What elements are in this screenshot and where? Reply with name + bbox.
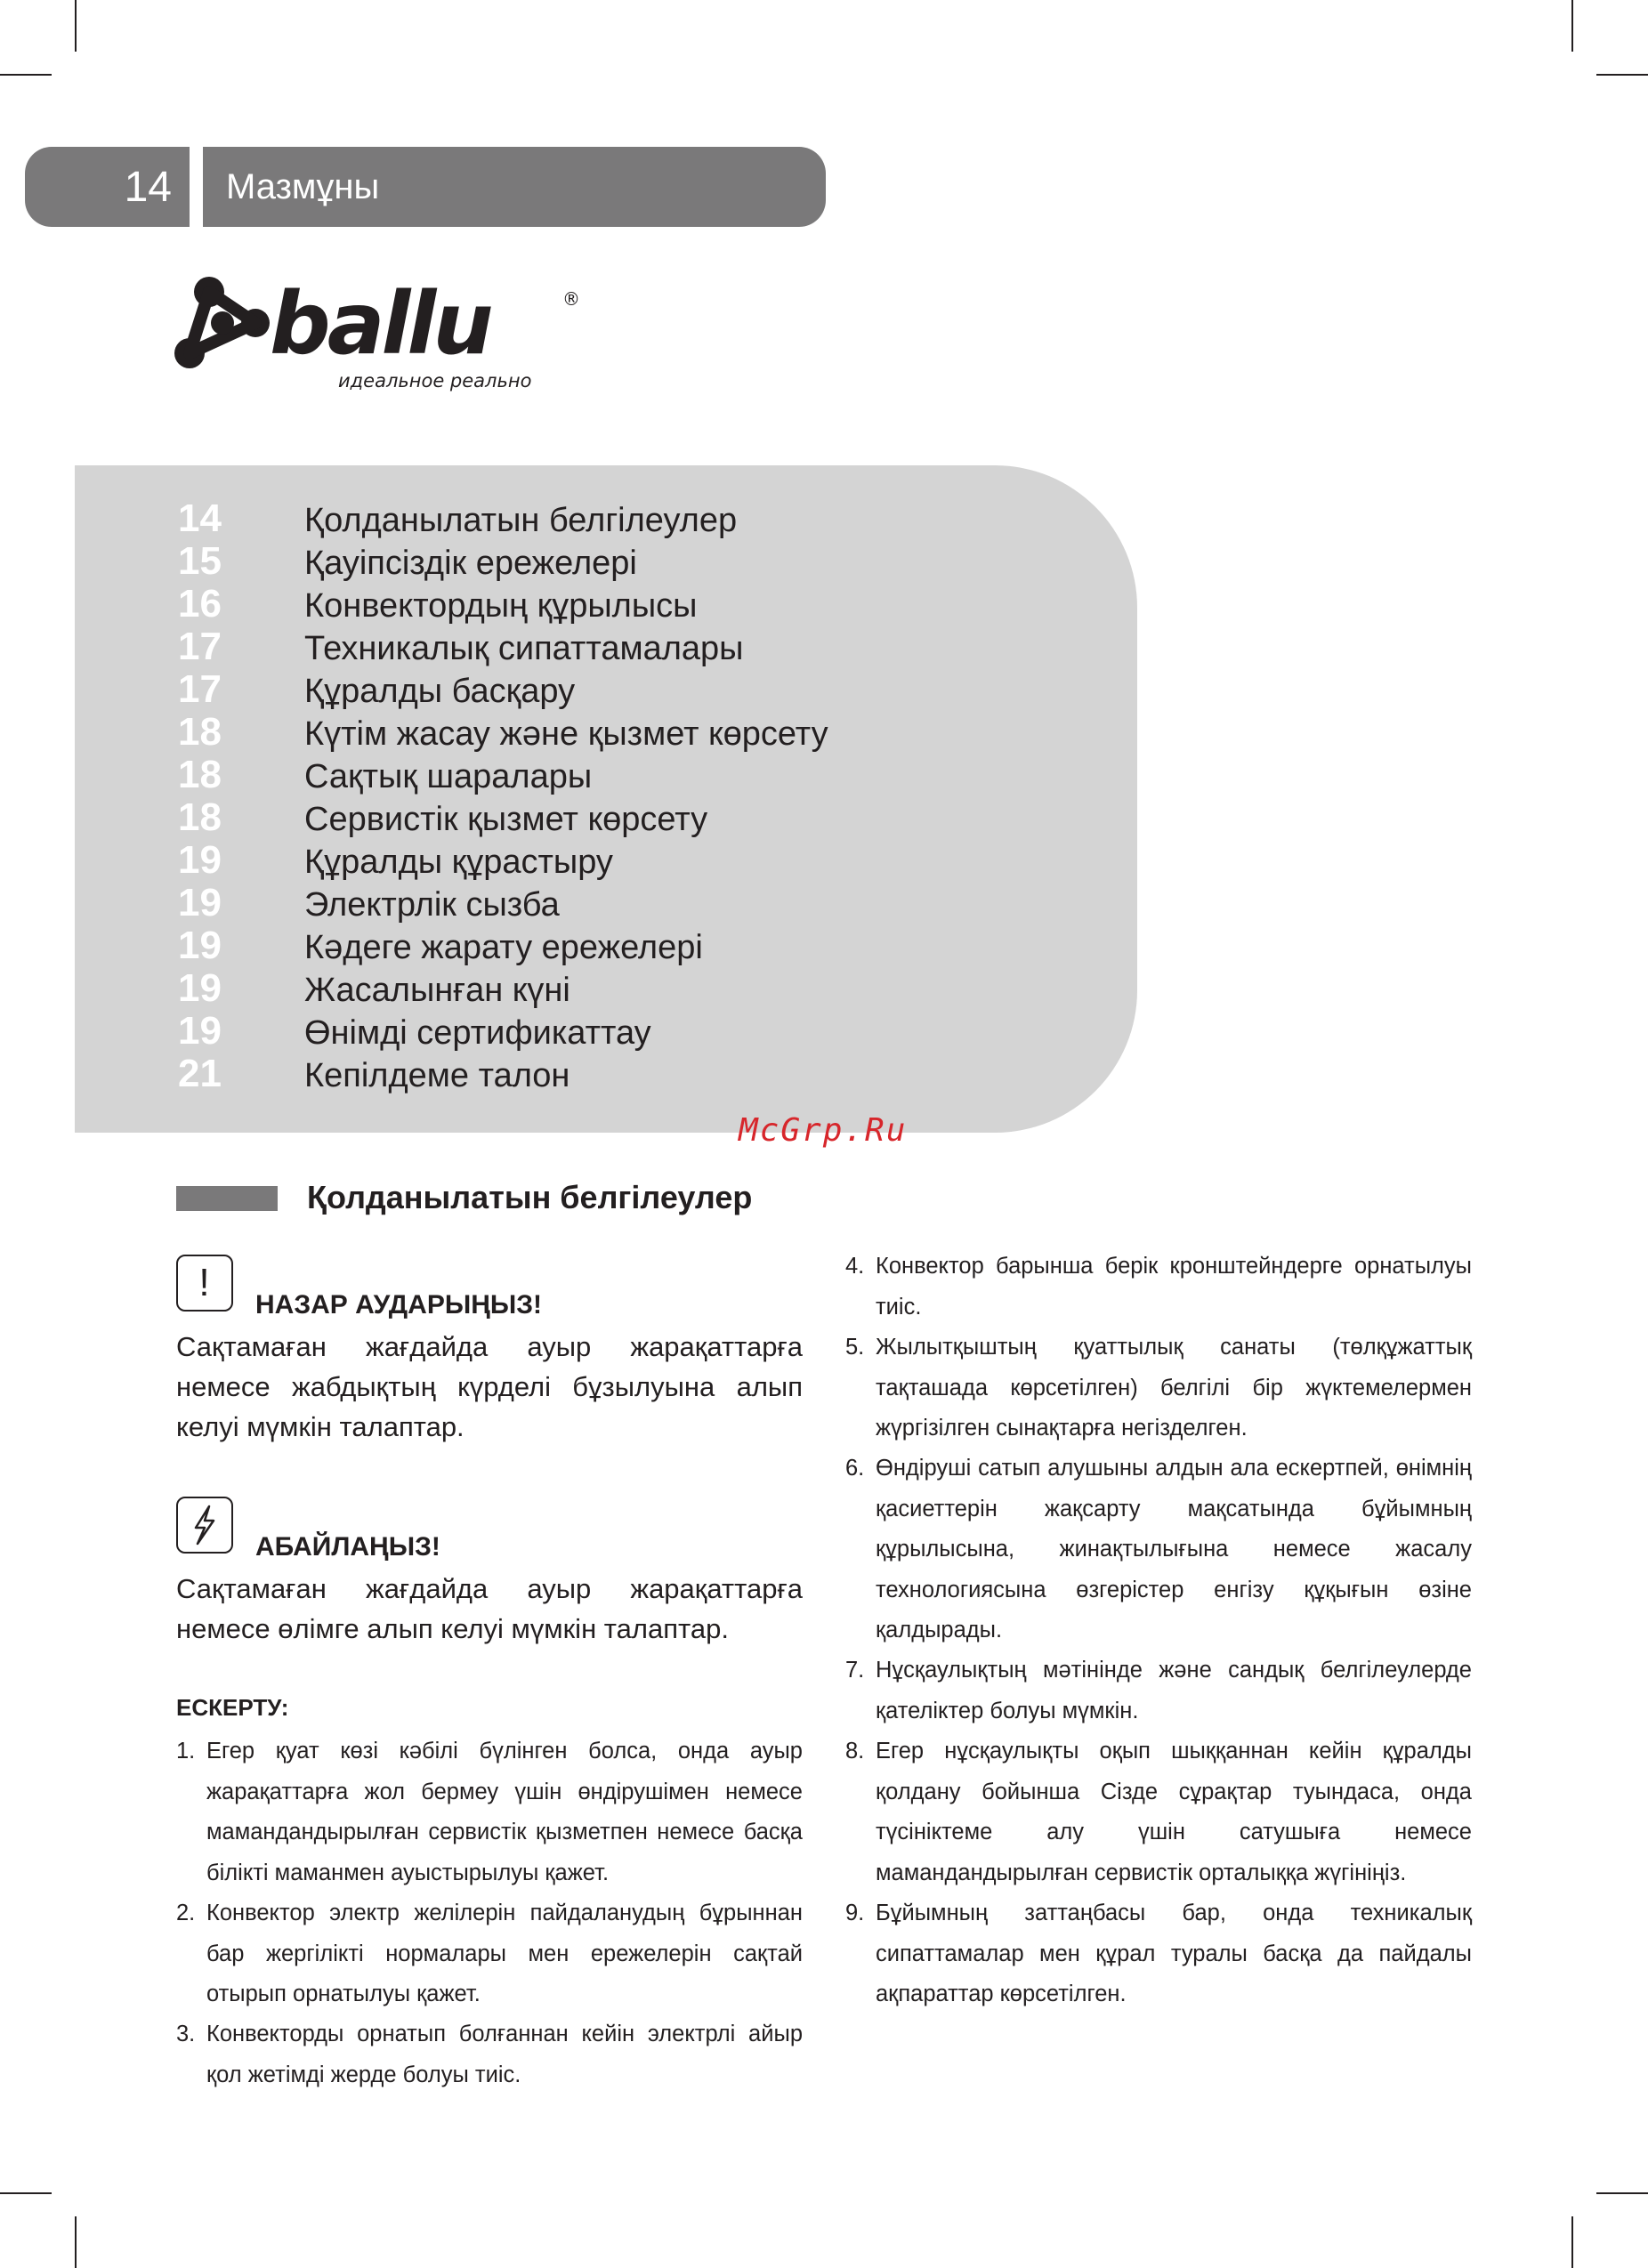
toc-page-number: 14 <box>178 496 222 540</box>
table-of-contents <box>75 465 1137 1133</box>
toc-page-number: 19 <box>178 924 222 967</box>
toc-page-number: 15 <box>178 539 222 583</box>
note-item <box>845 1247 1472 1328</box>
note-number: 9. <box>845 1901 865 1925</box>
notes-heading: ЕСКЕРТУ: <box>176 1694 289 1721</box>
toc-item-title: Электрлік сызба <box>304 886 560 924</box>
crop-mark <box>0 74 52 76</box>
brand-logo <box>174 271 592 396</box>
toc-page-number: 19 <box>178 966 222 1010</box>
toc-item[interactable] <box>75 711 1054 754</box>
note-number: 1. <box>176 1739 196 1764</box>
watermark[interactable]: McGrp.Ru <box>739 1112 908 1149</box>
note-number: 3. <box>176 2022 196 2046</box>
note-text: Егер қуат көзі кәбілі бүлінген болса, онда ауыр жарақаттарға жол бермеу үшін өндірушімен немесе мамандандырылған сервистік қызметпен немесе басқа білікті маманмен ауыстырылуы қажет. <box>206 1739 803 1885</box>
toc-page-number: 18 <box>178 710 222 754</box>
crop-mark <box>0 2192 52 2194</box>
toc-item-title: Күтім жасау және қызмет көрсету <box>304 715 828 753</box>
note-text: Конвекторды орнатып болғаннан кейін электрлі айыр қол жетімді жерде болуы тиіс. <box>206 2022 803 2087</box>
caution-text: Сақтамаған жағдайда ауыр жарақаттарға немесе өлімге алып келуі мүмкін талаптар. <box>176 1573 803 1644</box>
toc-item[interactable] <box>75 583 1054 626</box>
toc-item[interactable] <box>75 1053 1054 1095</box>
toc-item-title: Жасалынған күні <box>304 972 570 1009</box>
toc-item[interactable] <box>75 882 1054 924</box>
note-number: 2. <box>176 1901 196 1925</box>
exclamation-icon <box>176 1255 233 1312</box>
toc-page-number: 19 <box>178 838 222 882</box>
toc-page-number: 18 <box>178 795 222 839</box>
crop-mark <box>1596 74 1648 76</box>
lightning-icon <box>176 1497 233 1554</box>
toc-item-title: Құралды құрастыру <box>304 843 613 881</box>
section-header-title: Мазмұны <box>203 147 826 227</box>
toc-item[interactable] <box>75 540 1054 583</box>
toc-page-number: 17 <box>178 625 222 668</box>
toc-page-number: 18 <box>178 753 222 796</box>
note-item <box>176 1731 803 1893</box>
note-item <box>845 1449 1472 1651</box>
caution-heading: АБАЙЛАҢЫЗ! <box>255 1532 440 1562</box>
toc-page-number: 19 <box>178 1009 222 1053</box>
note-number: 6. <box>845 1456 865 1481</box>
note-text: Конвектор электр желілерін пайдаланудың бұрыннан бар жергілікті нормалары мен ережелерін сақтай отырып орнатылуы қажет. <box>206 1901 803 2006</box>
crop-mark <box>75 0 77 52</box>
toc-item[interactable] <box>75 668 1054 711</box>
crop-mark <box>1571 0 1573 52</box>
note-text: Конвектор барынша берік кронштейндерге орнатылуы тиіс. <box>876 1254 1472 1320</box>
note-item <box>845 1731 1472 1893</box>
note-number: 5. <box>845 1335 865 1360</box>
toc-item[interactable] <box>75 839 1054 882</box>
toc-item-title: Құралды басқару <box>304 673 576 710</box>
toc-item-title: Қауіпсіздік ережелері <box>304 545 637 582</box>
note-item <box>845 1328 1472 1449</box>
logo-tagline: идеальное реально <box>338 370 532 391</box>
toc-item-title: Сақтық шаралары <box>304 758 593 795</box>
toc-item-title: Конвектордың құрылысы <box>304 587 698 625</box>
toc-item-title: Қолданылатын белгілеулер <box>304 502 738 539</box>
toc-item-title: Кәдеге жарату ережелері <box>304 929 703 966</box>
note-number: 7. <box>845 1658 865 1683</box>
attention-heading: НАЗАР АУДАРЫҢЫЗ! <box>255 1290 543 1320</box>
toc-item[interactable] <box>75 924 1054 967</box>
note-text: Бұйымның заттаңбасы бар, онда техникалық сипаттамалар мен құрал туралы басқа да пайдалы ақпараттар көрсетілген. <box>876 1901 1472 2006</box>
note-item <box>845 1651 1472 1731</box>
toc-item-title: Кепілдеме талон <box>304 1057 570 1094</box>
section-title: Қолданылатын белгілеулер <box>307 1179 753 1215</box>
toc-item-title: Өнімді сертификаттау <box>304 1014 651 1052</box>
toc-item-title: Техникалық сипаттамалары <box>304 630 744 667</box>
note-text: Жылытқыштың қуаттылық санаты (төлқұжаттық тақташада көрсетілген) белгілі бір жүктемелермен жүргізілген сынақтарға негізделген. <box>876 1335 1472 1441</box>
toc-item[interactable] <box>75 796 1054 839</box>
toc-item[interactable] <box>75 497 1054 540</box>
page-number: 14 <box>25 147 190 227</box>
note-number: 4. <box>845 1254 865 1279</box>
toc-item[interactable] <box>75 626 1054 668</box>
toc-page-number: 16 <box>178 582 222 626</box>
crop-mark <box>1596 2192 1648 2194</box>
note-item <box>845 1893 1472 2015</box>
toc-page-number: 21 <box>178 1052 222 1095</box>
section-bar <box>176 1186 278 1211</box>
note-text: Нұсқаулықтың мәтінінде және сандық белгілеулерде қателіктер болуы мүмкін. <box>876 1658 1472 1723</box>
crop-mark <box>75 2216 77 2268</box>
note-text: Егер нұсқаулықты оқып шыққаннан кейін құралды қолдану бойынша Сізде сұрақтар туындаса, онда түсініктеме алу үшін сатушыға немесе мамандандырылған сервистік орталыққа жүгініңіз. <box>876 1739 1472 1885</box>
exclamation-symbol: ! <box>198 1260 210 1304</box>
toc-page-number: 17 <box>178 667 222 711</box>
note-number: 8. <box>845 1739 865 1764</box>
logo-wordmark: ballu <box>270 274 490 374</box>
ballu-logo-mark <box>174 271 592 396</box>
toc-item-title: Сервистік қызмет көрсету <box>304 801 708 838</box>
toc-item[interactable] <box>75 1010 1054 1053</box>
registered-mark: ® <box>562 288 580 310</box>
note-text: Өндіруші сатып алушыны алдын ала ескертпей, өнімнің қасиеттерін жақсарту мақсатында бұйымның құрылысына, жинақтылығына немесе жасалу технологиясына өзгерістер енгізу құқығын өзіне қалдырады. <box>876 1456 1472 1642</box>
toc-item[interactable] <box>75 754 1054 796</box>
note-item <box>176 1893 803 2015</box>
attention-text: Сақтамаған жағдайда ауыр жарақаттарға немесе жабдықтың күрделі бұзылуына алып келуі мүмкін талаптар. <box>176 1331 803 1442</box>
toc-item[interactable] <box>75 967 1054 1010</box>
toc-page-number: 19 <box>178 881 222 924</box>
note-item <box>176 2014 803 2095</box>
crop-mark <box>1571 2216 1573 2268</box>
